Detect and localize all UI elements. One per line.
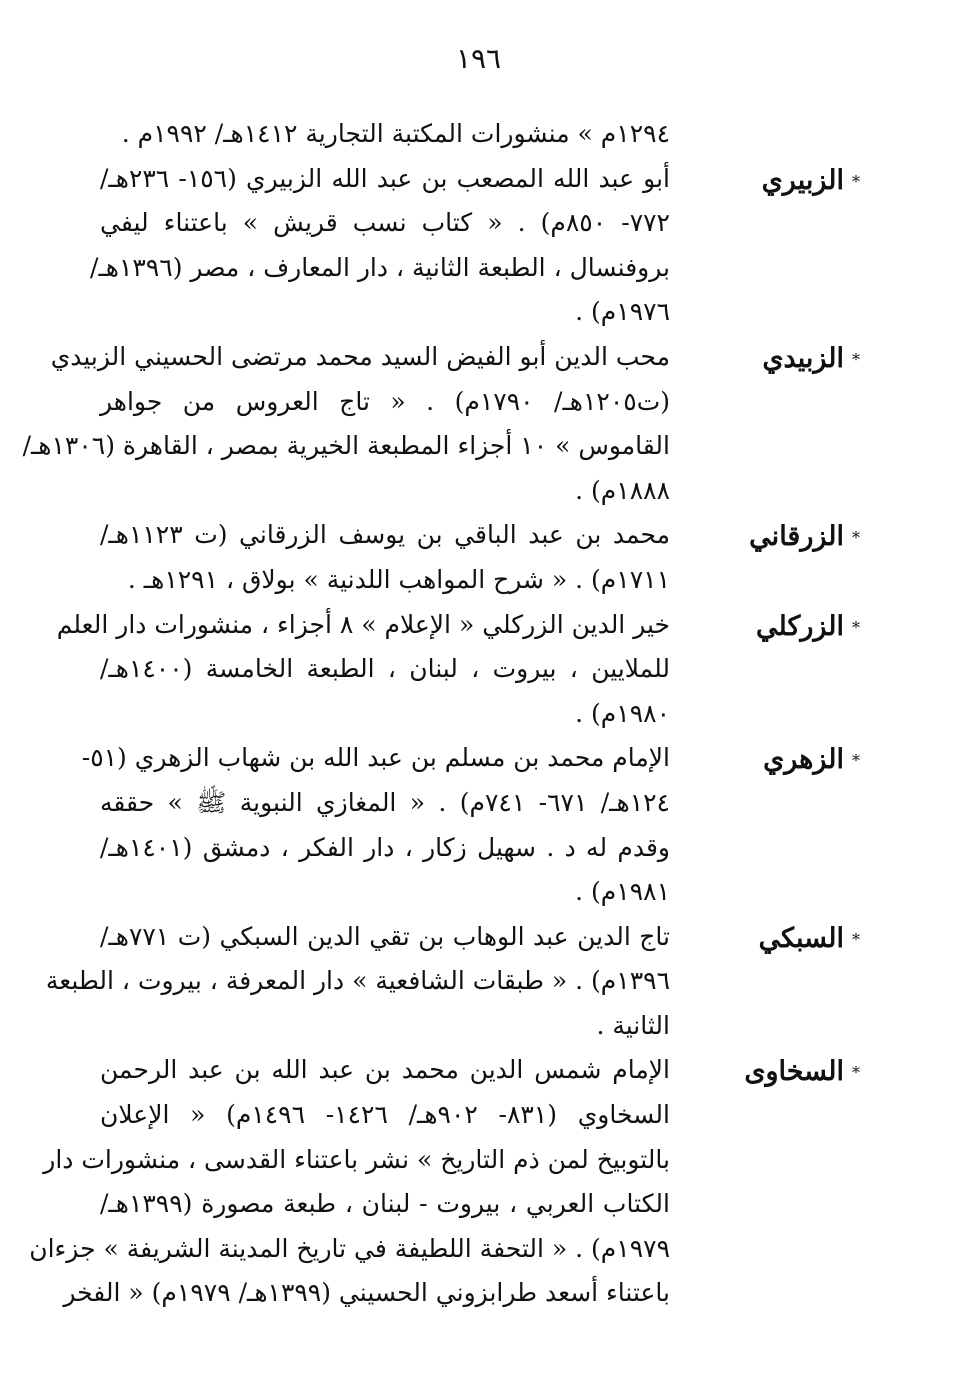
entry-line: الكتاب العربي ، بيروت - لبنان ، طبعة مصورة (١٣٩٩هـ/ bbox=[100, 1189, 670, 1219]
entry-headword bbox=[670, 736, 860, 782]
entry-zirikli bbox=[56, 603, 860, 737]
headword-text: الزبيدي bbox=[762, 342, 844, 374]
headword-text: السخاوى bbox=[744, 1056, 844, 1088]
entry-line: ١٨٨٨م) . bbox=[575, 475, 670, 505]
entry-body bbox=[45, 915, 670, 1049]
entry-line: الإمام محمد بن مسلم بن عبد الله بن شهاب الزهري (٥١- bbox=[81, 743, 670, 773]
asterisk-icon: * bbox=[852, 617, 860, 637]
entry-line: القاموس » ١٠ أجزاء المطبعة الخيرية بمصر ، القاهرة (١٣٠٦هـ/ bbox=[22, 431, 670, 461]
headword-text: الزبيري bbox=[761, 164, 844, 196]
entry-body bbox=[90, 157, 670, 335]
entry-zabidi bbox=[22, 335, 860, 513]
entry-body bbox=[100, 513, 670, 602]
asterisk-icon: * bbox=[852, 929, 860, 949]
entry-headword bbox=[670, 603, 860, 649]
entry-headword bbox=[670, 915, 860, 961]
asterisk-icon: * bbox=[852, 349, 860, 369]
entry-zurqani bbox=[100, 513, 860, 602]
entry-line: ٧٧٢- ٨٥٠م) . « كتاب نسب قريش » باعتناء ليفي bbox=[100, 208, 670, 238]
entry-line: ١٩٨٠م) . bbox=[575, 698, 670, 728]
entry-body bbox=[100, 112, 670, 157]
entry-zubayri bbox=[90, 157, 860, 335]
entry-headword bbox=[670, 335, 860, 381]
entry-line: ١٢٩٤م » منشورات المكتبة التجارية ١٤١٢هـ/ ١٩٩٢م . bbox=[121, 119, 670, 148]
entry-line: السخاوي (٨٣١- ٩٠٢هـ/ ١٤٢٦- ١٤٩٦م) « الإعلان bbox=[100, 1100, 670, 1130]
entry-line: للملايين ، بيروت ، لبنان ، الطبعة الخامسة (١٤٠٠هـ/ bbox=[100, 654, 670, 684]
entry-line: خير الدين الزركلي « الإعلام » ٨ أجزاء ، منشورات دار العلم bbox=[56, 609, 670, 639]
page-number: ١٩٦ bbox=[455, 42, 502, 75]
entry-line: ١٧١١م) . « شرح المواهب اللدنية » بولاق ، ١٢٩١هـ . bbox=[127, 564, 670, 594]
entry-line: ١٢٤هـ/ ٦٧١- ٧٤١م) . « المغازي النبوية ﷺ » حققه bbox=[100, 787, 670, 817]
entry-sakhawi bbox=[29, 1048, 860, 1316]
headword-text: السبكي bbox=[758, 922, 844, 954]
asterisk-icon: * bbox=[852, 1063, 860, 1083]
entry-line: باعتناء أسعد طرابزوني الحسيني (١٣٩٩هـ/ ١٩٧٩م) « الفخر bbox=[63, 1278, 670, 1308]
entry-headword bbox=[670, 1048, 860, 1094]
entry-line: تاج الدين عبد الوهاب بن تقي الدين السبكي (ت ٧٧١هـ/ bbox=[100, 921, 670, 951]
entry-headword bbox=[670, 157, 860, 203]
entry-line: ١٩٨١م) . bbox=[575, 877, 670, 907]
entry-line: ١٩٧٦م) . bbox=[575, 297, 670, 327]
headword-text: الزرقاني bbox=[749, 521, 844, 553]
entry-line: الثانية . bbox=[596, 1010, 670, 1040]
entry-continuation bbox=[100, 112, 860, 157]
entry-line: وقدم له د . سهيل زكار ، دار الفكر ، دمشق (١٤٠١هـ/ bbox=[100, 832, 670, 862]
entry-headword bbox=[670, 513, 860, 559]
bibliography-entries bbox=[22, 112, 860, 1316]
entry-line: محمد بن عبد الباقي بن يوسف الزرقاني (ت ١١٢٣هـ/ bbox=[100, 520, 670, 550]
entry-zuhri bbox=[81, 736, 860, 914]
entry-line: (ت١٢٠٥هـ/ ١٧٩٠م) . « تاج العروس من جواهر bbox=[100, 386, 670, 416]
entry-line: محب الدين أبو الفيض السيد محمد مرتضى الحسيني الزبيدي bbox=[50, 341, 670, 371]
headword-text: الزهري bbox=[763, 744, 844, 776]
entry-line: الإمام شمس الدين محمد بن عبد الله بن عبد الرحمن bbox=[100, 1055, 670, 1085]
entry-body bbox=[22, 335, 670, 513]
entry-line: بروفنسال ، الطبعة الثانية ، دار المعارف ، مصر (١٣٩٦هـ/ bbox=[90, 252, 670, 282]
entry-line: ١٣٩٦م) . « طبقات الشافعية » دار المعرفة ، بيروت ، الطبعة bbox=[45, 966, 670, 996]
asterisk-icon: * bbox=[852, 528, 860, 548]
asterisk-icon: * bbox=[852, 751, 860, 771]
entry-body bbox=[29, 1048, 670, 1316]
asterisk-icon: * bbox=[852, 171, 860, 191]
entry-subki bbox=[45, 915, 860, 1049]
entry-line: أبو عبد الله المصعب بن عبد الله الزبيري (١٥٦- ٢٣٦هـ/ bbox=[100, 163, 670, 193]
entry-line: ١٩٧٩م) . « التحفة اللطيفة في تاريخ المدينة الشريفة » جزءان bbox=[29, 1233, 670, 1263]
entry-body bbox=[56, 603, 670, 737]
headword-text: الزركلي bbox=[756, 610, 844, 642]
entry-line: بالتوبيخ لمن ذم التاريخ » نشر باعتناء القدسى ، منشورات دار bbox=[43, 1144, 670, 1174]
entry-body bbox=[81, 736, 670, 914]
